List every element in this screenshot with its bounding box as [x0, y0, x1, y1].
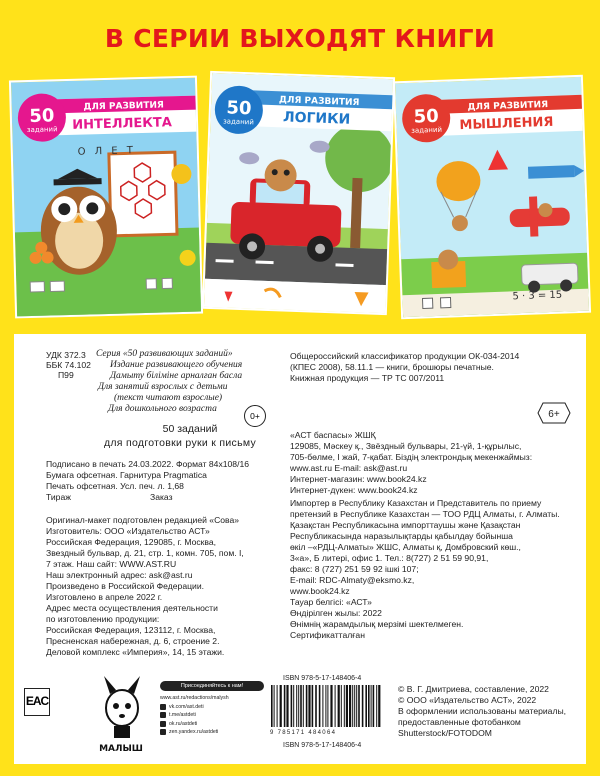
kz-line: Сертификатталған [290, 630, 365, 640]
classifier-line: Книжная продукция — ТР ТС 007/2011 [290, 373, 445, 383]
barcode-bar [378, 685, 380, 727]
publisher-line: Российская Федерация, 123112, г. Москва, [46, 625, 216, 635]
series-line: Для занятий взрослых с детьми [98, 382, 228, 392]
cover-number-sub: заданий [26, 125, 58, 135]
series-name: Серия «50 развивающих заданий» [96, 349, 233, 359]
age-mark-6plus-label: 6+ [548, 409, 560, 420]
social-link-ok[interactable]: ok.ru/astdeti [160, 720, 264, 729]
book-cover-logic [202, 71, 395, 315]
barcode-bar [335, 685, 336, 727]
subscribe-label: Присоединяйтесь к нам! [160, 681, 264, 691]
book-subtitle: для подготовки руки к письму [103, 437, 257, 449]
print-info: Печать офсетная. Усл. печ. л. 1,68 [46, 481, 184, 491]
publisher-line: Оригинал-макет подготовлен редакцией «Сова» [46, 515, 240, 525]
barcode-bar [349, 685, 351, 727]
barcode-bar [284, 685, 286, 727]
kz-line: Импортер в Республику Казахстан и Представитель по приему [290, 498, 542, 508]
barcode-bar [371, 685, 372, 727]
barcode-bar [344, 685, 345, 727]
barcode-bar [376, 685, 377, 727]
publisher-line: Адрес места осуществления деятельности [46, 603, 218, 613]
cover-banner-line2: МЫШЛЕНИЯ [459, 114, 554, 134]
social-link-zen[interactable]: zen.yandex.ru/astdeti [160, 728, 264, 737]
credit-line: предоставленные фотобанком [398, 717, 521, 727]
malysh-logo-text: МАЛЫШ [99, 744, 143, 754]
eac-mark: EAC [24, 688, 50, 716]
credit-line: Shutterstock/FOTODOM [398, 728, 492, 738]
barcode-bar [341, 685, 342, 727]
kz-line: Интернет-дүкен: www.book24.kz [290, 485, 418, 495]
cover-banner-line2: ЛОГИКИ [282, 109, 351, 128]
series-headline: В СЕРИИ ВЫХОДЯТ КНИГИ [104, 24, 496, 53]
cover-banner-line1: ДЛЯ РАЗВИТИЯ [467, 99, 549, 113]
barcode-bar [346, 685, 348, 727]
vk-icon [160, 704, 166, 710]
cover-number-sub: заданий [411, 125, 443, 135]
barcode-bar [368, 685, 370, 727]
age-mark-6plus [537, 402, 571, 424]
cover-letters: О Л Е Т [77, 145, 137, 158]
udk-code: УДК 372.3 [46, 350, 86, 360]
age-mark-0plus: 0+ [244, 405, 266, 427]
author-code: П99 [58, 370, 74, 380]
print-info: Подписано в печать 24.03.2022. Формат 84x108/16 [46, 459, 250, 469]
social-link-vk[interactable]: vk.com/ast.deti [160, 703, 264, 712]
kz-line: «АСТ баспасы» ЖШҚ [290, 430, 376, 440]
barcode-bar [303, 685, 304, 727]
publisher-line: Наш электронный адрес: ask@ast.ru [46, 570, 193, 580]
publisher-line: Деловой комплекс «Империя», 14, 15 этажи. [46, 647, 225, 657]
kz-line: Өндірілген жылы: 2022 [290, 608, 382, 618]
kz-line: www.ast.ru E-mail: ask@ast.ru [290, 463, 408, 473]
publisher-url[interactable]: www.ast.ru/redactions/malysh [160, 695, 229, 701]
kz-line: претензий в Республике Казахстан — ТОО РДЦ Алматы, г. Алматы. [290, 509, 560, 519]
social-link-telegram[interactable]: t.me/astdeti [160, 711, 264, 720]
malysh-logo [92, 676, 150, 756]
barcode-bar [354, 685, 355, 727]
barcode-bar [286, 685, 288, 727]
kz-line: Тауар белгісі: «АСТ» [290, 597, 372, 607]
kz-line: Өнімнің жарамдылық мерзімі шектелмеген. [290, 619, 464, 629]
barcode-bar [293, 685, 294, 727]
isbn-top: ISBN 978-5-17-148406-4 [283, 675, 362, 682]
barcode-bar [308, 685, 310, 727]
barcode-bar [274, 685, 275, 727]
print-run: Тираж [46, 492, 71, 502]
isbn-bottom: ISBN 978-5-17-148406-4 [283, 742, 362, 749]
barcode-bar [362, 685, 364, 727]
barcode-bar [280, 685, 282, 727]
kz-line: Қазақстан Республикасына импорттаушы және Қазақстан [290, 520, 521, 530]
kz-line: Республикасында наразылықтарды қабылдау бойынша [290, 531, 513, 541]
publisher-line: Российская Федерация, 129085, г. Москва, [46, 537, 217, 547]
series-line: Дамыту біліміне арналған басла [110, 371, 243, 381]
print-info: Бумага офсетная. Гарнитура Pragmatica [46, 470, 207, 480]
kz-line: факс: 8 (727) 251 59 92 ішкі 107; [290, 564, 419, 574]
series-line: Для дошкольного возраста [108, 404, 217, 414]
cover-number: 50 [413, 105, 440, 128]
kz-line: 3«а», Б литері, офис 1. Тел.: 8(727) 2 51 59 90,91, [290, 553, 489, 563]
order-number: Заказ [150, 492, 173, 502]
cover-math: 5 · 3 = 15 [512, 289, 563, 303]
barcode-bar [306, 685, 308, 727]
book-title: 50 заданий [162, 423, 218, 435]
barcode-bar [277, 685, 278, 727]
barcode-bar [330, 685, 332, 727]
telegram-icon [160, 712, 166, 718]
barcode-bar [312, 685, 314, 727]
series-line: (текст читают взрослые) [114, 393, 223, 403]
credit-line: В оформлении использованы материалы, [398, 706, 567, 716]
barcode-bar [352, 685, 353, 727]
kz-line: өкіл –«РДЦ-Алматы» ЖШС, Алматы қ, Домбровский көш., [290, 542, 521, 552]
zen-icon [160, 729, 166, 735]
credit-line: © В. Г. Дмитриева, составление, 2022 [398, 684, 549, 694]
cover-number-sub: заданий [222, 117, 254, 127]
classifier-line: (КПЕС 2008), 58.11.1 — книги, брошюры печатные. [290, 362, 494, 372]
publisher-line: по изготовлению продукции: [46, 614, 160, 624]
ok-icon [160, 721, 166, 727]
book-cover-intellect [9, 76, 203, 319]
credit-line: © ООО «Издательство АСТ», 2022 [398, 695, 537, 705]
barcode-bar [300, 685, 302, 727]
cover-number: 50 [29, 105, 55, 127]
kz-line: www.book24.kz [290, 586, 350, 596]
barcode-bar [291, 685, 293, 727]
classifier-line: Общероссийский классификатор продукции ОК-034-2014 [290, 351, 520, 361]
barcode-bar [271, 685, 273, 727]
cover-banner-line2: ИНТЕЛЛЕКТА [72, 115, 173, 133]
barcode-digits: 9 785171 484064 [270, 730, 337, 736]
publisher-line: Изготовитель: ООО «Издательство АСТ» [46, 526, 210, 536]
barcode-bar [356, 685, 357, 727]
barcode-bar [325, 685, 326, 727]
cover-banner-line1: ДЛЯ РАЗВИТИЯ [278, 95, 360, 109]
barcode-bar [315, 685, 317, 727]
kz-line: E-mail: RDC-Almaty@eksmo.kz, [290, 575, 415, 585]
isbn-barcode [267, 683, 385, 733]
publisher-line: Звездный бульвар, д. 21, стр. 1, комн. 705, пом. I, [46, 548, 244, 558]
barcode-bar [296, 685, 297, 727]
series-line: Издание развивающего обучения [110, 360, 243, 370]
barcode-bar [365, 685, 367, 727]
barcode-bar [322, 685, 323, 727]
cover-banner-line1: ДЛЯ РАЗВИТИЯ [83, 100, 165, 113]
barcode-bar [338, 685, 340, 727]
barcode-bar [373, 685, 375, 727]
barcode-bar [298, 685, 299, 727]
barcode-bar [319, 685, 321, 727]
cover-number: 50 [226, 97, 252, 120]
book-cover-thinking [393, 75, 591, 319]
kz-line: 129085, Мәскеу қ., Звёздный бульвары, 21-үй, 1-құрылыс, [290, 441, 522, 451]
publisher-line: Пресненская набережная, д. 6, строение 2. [46, 636, 220, 646]
social-links-block [160, 681, 264, 737]
publisher-line: Произведено в Российской Федерации. [46, 581, 205, 591]
barcode-bar [327, 685, 328, 727]
kz-line: Интернет-магазин: www.book24.kz [290, 474, 427, 484]
kz-line: 705-бөлме, I жай, 7-қабат. Біздің электрондық мекенжаймыз: [290, 452, 533, 462]
bbk-code: ББК 74.102 [46, 360, 91, 370]
barcode-bar [358, 685, 360, 727]
publisher-line: 7 этаж. Наш сайт: WWW.AST.RU [46, 559, 177, 569]
publisher-line: Изготовлено в апреле 2022 г. [46, 592, 163, 602]
